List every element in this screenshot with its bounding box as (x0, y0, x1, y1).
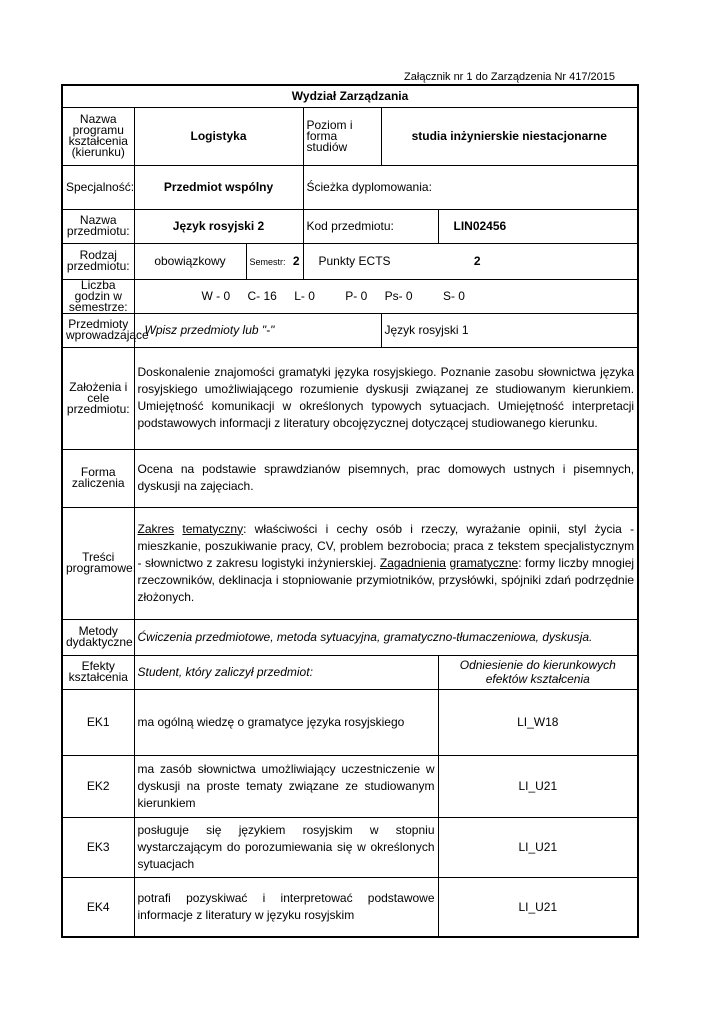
code-value: LIN02456 (438, 209, 638, 243)
outcomes-ref-label: Odniesienie do kierunkowych efektów kształcenia (438, 655, 638, 689)
subject-value: Język rosyjski 2 (134, 209, 303, 243)
outcome-code: EK4 (62, 877, 134, 937)
semester-value: 2 (292, 254, 300, 268)
subject-label: Nazwa przedmiotu: (62, 209, 134, 243)
hours-p: P- 0 (345, 289, 368, 303)
outcome-ref: LI_U21 (438, 817, 638, 877)
outcome-ref: LI_U21 (438, 755, 638, 817)
semester-label: Semestr: (249, 257, 286, 267)
ects-cell (303, 243, 638, 279)
outcome-code: EK2 (62, 755, 134, 817)
semester-cell (246, 243, 303, 279)
outcome-row (62, 755, 638, 817)
goals-text: Doskonalenie znajomości gramatyki języka rosyjskiego. Poznanie zasobu słownictwa języka rosyjskiego umożliwiającego rozumienie dyskusji związanej ze studiowanym kierunkiem. Umiejętność komunikacji w określonych typowych sytuacjach. Umiejętność interpretacji podstawowych informacji z literatury obcojęzycznej dotyczącej studiowanego kierunku. (134, 347, 638, 449)
level-label: Poziom i forma studiów (303, 107, 381, 165)
hours-c: C- 16 (247, 289, 277, 303)
prereq-label: Przedmioty wprowadzające (62, 313, 134, 347)
path-label: Ścieżka dyplomowania: (303, 165, 638, 209)
syllabus-table (61, 84, 639, 938)
outcome-ref: LI_U21 (438, 877, 638, 937)
specialty-label: Specjalność: (62, 165, 134, 209)
program-label: Nazwa programu kształcenia (kierunku) (62, 107, 134, 165)
outcome-row (62, 877, 638, 937)
content-t1-a: Zakres (137, 521, 175, 536)
outcome-ref: LI_W18 (438, 689, 638, 755)
content-t1-b: tematyczny (182, 521, 244, 536)
kind-label: Rodzaj przedmiotu: (62, 243, 134, 279)
level-value: studia inżynierskie niestacjonarne (381, 107, 638, 165)
annex-note: Załącznik nr 1 do Zarządzenia Nr 417/2015 (404, 71, 615, 83)
outcome-code: EK1 (62, 689, 134, 755)
content-text (134, 507, 638, 619)
hours-w: W - 0 (201, 289, 231, 303)
program-value: Logistyka (134, 107, 303, 165)
outcome-code: EK3 (62, 817, 134, 877)
outcome-row (62, 689, 638, 755)
outcomes-student: Student, który zaliczył przedmiot: (134, 655, 438, 689)
outcome-text: ma ogólną wiedzę o gramatyce języka rosyjskiego (134, 689, 438, 755)
content-t2-a: Zagadnienia (379, 555, 446, 570)
methods-label: Metody dydaktyczne (62, 619, 134, 655)
content-t2-rest: : formy liczby mnogiej rzeczowników, deklinacja i stopniowanie przymiotników, przysłówki, spójniki zdań podrzędnie złożonych. (137, 555, 635, 604)
assessment-text: Ocena na podstawie sprawdzianów pisemnych, prac domowych ustnych i pisemnych, dyskusji na zajęciach. (134, 449, 638, 507)
outcome-text: ma zasób słownictwa umożliwiający uczestniczenie w dyskusji na proste tematy związane ze studiowanym kierunkiem (134, 755, 438, 817)
ects-label: Punkty ECTS (318, 254, 391, 268)
prereq-value: Język rosyjski 1 (381, 313, 638, 347)
ects-value: 2 (473, 254, 481, 268)
hours-s: S- 0 (442, 289, 465, 303)
outcomes-label: Efekty kształcenia (62, 655, 134, 689)
faculty-title: Wydział Zarządzania (62, 85, 638, 107)
specialty-value: Przedmiot wspólny (134, 165, 303, 209)
hours-row (134, 279, 638, 313)
outcome-row (62, 817, 638, 877)
goals-label: Założenia i cele przedmiotu: (62, 347, 134, 449)
outcome-text: posługuje się językiem rosyjskim w stopniu wystarczającym do porozumiewania się w określonych sytuacjach (134, 817, 438, 877)
methods-text: Ćwiczenia przedmiotowe, metoda sytuacyjna, gramatyczno-tłumaczeniowa, dyskusja. (134, 619, 638, 655)
kind-value: obowiązkowy (134, 243, 246, 279)
content-t1-rest: : właściwości i cechy osób i rzeczy, wyrażanie opinii, styl życia - mieszkanie, poszukiwanie pracy, CV, problem bezrobocia; praca z tekstem specjalistycznym - słownictwo z zakresu logistyki inżynierskiej. (137, 521, 635, 570)
hours-l: L- 0 (294, 289, 315, 303)
outcome-text: potrafi pozyskiwać i interpretować podstawowe informacje z literatury w języku rosyjskim (134, 877, 438, 937)
hours-ps: Ps- 0 (384, 289, 413, 303)
content-t2-b: gramatyczne (449, 555, 519, 570)
assessment-label: Forma zaliczenia (62, 449, 134, 507)
content-label: Treści programowe: (62, 507, 134, 619)
code-label: Kod przedmiotu: (303, 209, 438, 243)
prereq-hint: Wpisz przedmioty lub "-" (134, 313, 381, 347)
hours-label: Liczba godzin w semestrze: (62, 279, 134, 313)
